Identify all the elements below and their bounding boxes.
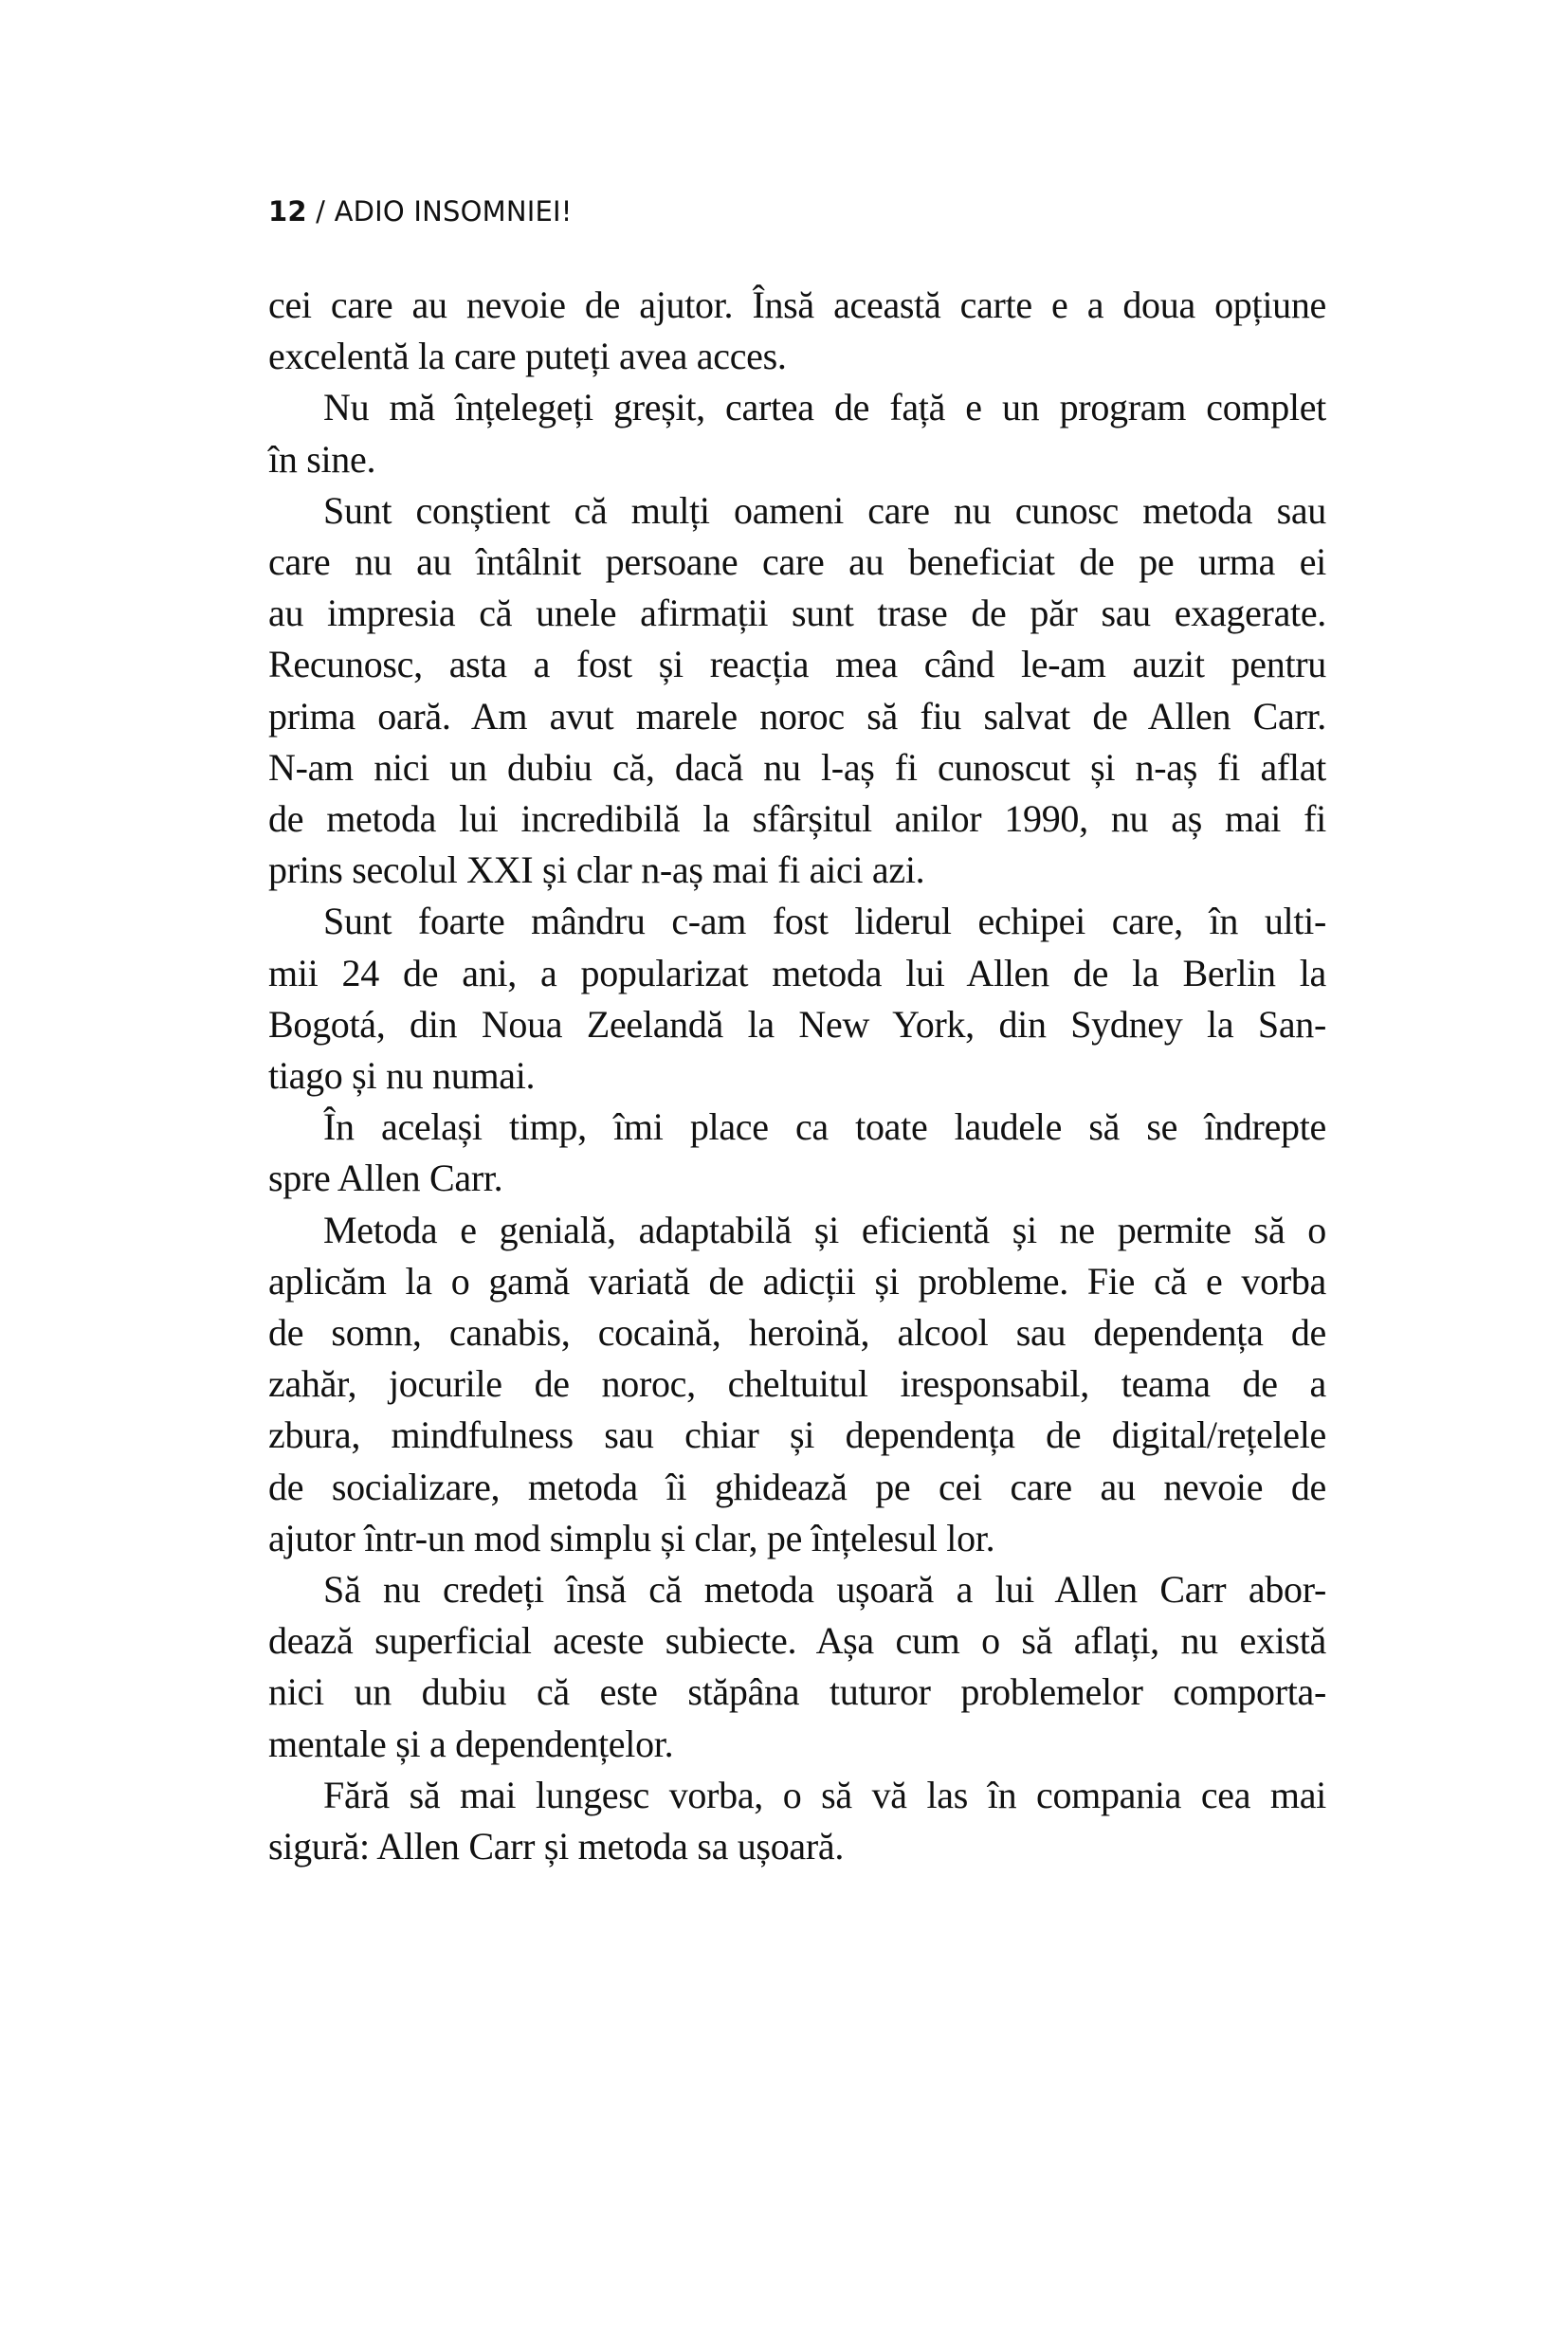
text-line: tiago și nu numai.	[268, 1054, 536, 1098]
text-line: Metoda e genială, adaptabilă și eficientă și ne permite să o	[323, 1208, 1326, 1251]
body-text	[268, 280, 1326, 1872]
text-line: nici un dubiu că este stăpâna tuturor problemelor comporta-	[268, 1670, 1326, 1714]
paragraph	[268, 1770, 1326, 1872]
header-separator: /	[306, 195, 335, 228]
paragraph	[268, 1102, 1326, 1204]
paragraph	[268, 1205, 1326, 1564]
text-line: aplicăm la o gamă variată de adicții și probleme. Fie că e vorba	[268, 1259, 1326, 1303]
running-header	[268, 195, 573, 228]
text-line: în sine.	[268, 437, 376, 481]
text-line: excelentă la care puteți avea acces.	[268, 335, 787, 378]
text-line: mii 24 de ani, a popularizat metoda lui Allen de la Berlin la	[268, 951, 1326, 994]
page-number: 12	[268, 195, 307, 228]
text-line: Recunosc, asta a fost și reacția mea când le-am auzit pentru	[268, 643, 1326, 686]
paragraph	[268, 382, 1326, 484]
text-line: Bogotá, din Noua Zeelandă la New York, din Sydney la San-	[268, 1002, 1326, 1046]
text-line: prins secolul XXI și clar n-aș mai fi aici azi.	[268, 848, 925, 892]
text-line: ajutor într-un mod simplu și clar, pe înțelesul lor.	[268, 1516, 995, 1559]
paragraph	[268, 280, 1326, 382]
text-line: de somn, canabis, cocaină, heroină, alcool sau dependența de	[268, 1311, 1326, 1355]
text-line: care nu au întâlnit persoane care au beneficiat de pe urma ei	[268, 540, 1326, 584]
text-line: N-am nici un dubiu că, dacă nu l-aș fi cunoscut și n-aș fi aflat	[268, 745, 1326, 789]
text-line: mentale și a dependențelor.	[268, 1722, 674, 1765]
paragraph	[268, 896, 1326, 1102]
text-line: Fără să mai lungesc vorba, o să vă las în compania cea mai	[323, 1773, 1326, 1816]
text-line: Sunt conștient că mulți oameni care nu cunosc metoda sau	[323, 488, 1326, 532]
text-line: Să nu credeți însă că metoda ușoară a lui Allen Carr abor-	[323, 1568, 1326, 1612]
text-line: prima oară. Am avut marele noroc să fiu salvat de Allen Carr.	[268, 694, 1326, 738]
text-line: zahăr, jocurile de noroc, cheltuitul iresponsabil, teama de a	[268, 1362, 1326, 1406]
text-line: au impresia că unele afirmații sunt trase de păr sau exagerate.	[268, 592, 1326, 635]
text-line: zbura, mindfulness sau chiar și dependența de digital/rețelele	[268, 1413, 1326, 1457]
running-title: ADIO INSOMNIEI!	[334, 195, 573, 228]
text-line: spre Allen Carr.	[268, 1157, 503, 1200]
text-line: dează superficial aceste subiecte. Așa cum o să aflați, nu există	[268, 1619, 1326, 1663]
text-line: sigură: Allen Carr și metoda sa ușoară.	[268, 1825, 845, 1868]
text-line: Sunt foarte mândru c-am fost liderul echipei care, în ulti-	[323, 900, 1326, 943]
text-line: de socializare, metoda îi ghidează pe cei care au nevoie de	[268, 1465, 1326, 1508]
text-line: cei care au nevoie de ajutor. Însă această carte e a doua opțiune	[268, 283, 1326, 326]
text-line: În același timp, îmi place ca toate laudele să se îndrepte	[323, 1105, 1326, 1149]
text-line: de metoda lui incredibilă la sfârșitul anilor 1990, nu aș mai fi	[268, 797, 1326, 841]
paragraph	[268, 485, 1326, 897]
text-line: Nu mă înțelegeți greșit, cartea de față e un program complet	[323, 386, 1326, 429]
paragraph	[268, 1564, 1326, 1770]
